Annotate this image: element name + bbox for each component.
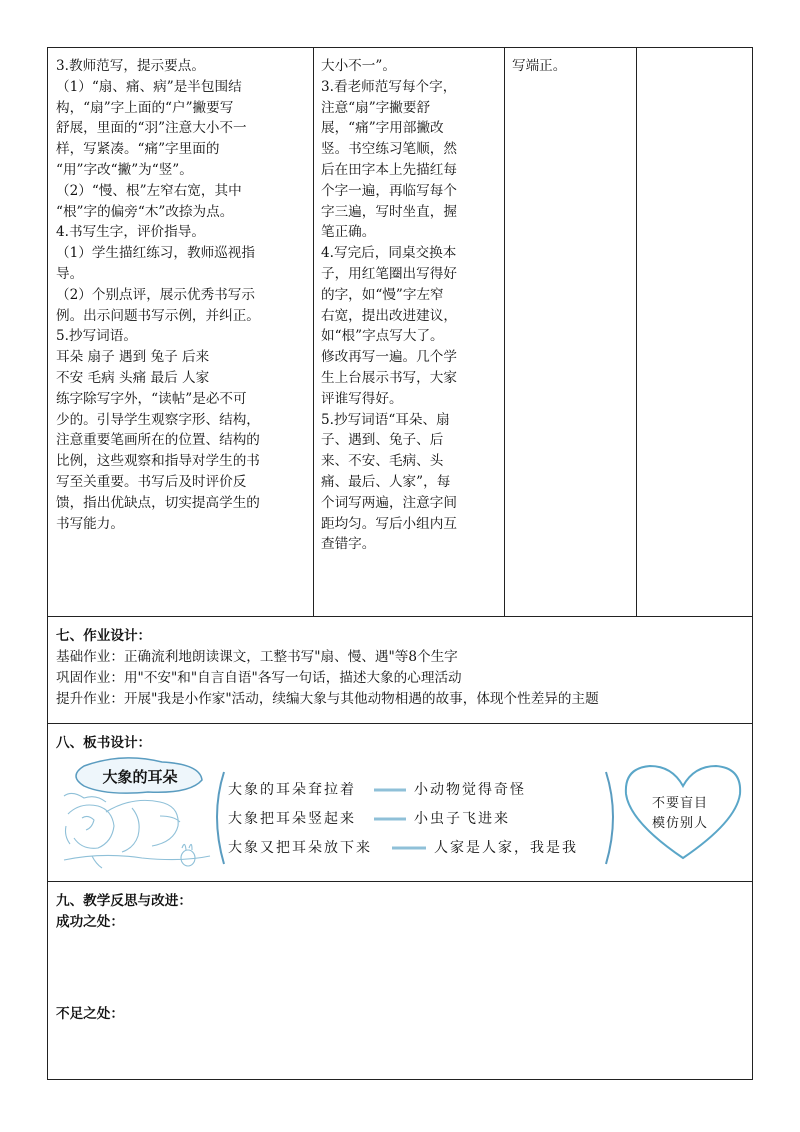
homework-section (56, 626, 599, 710)
heart-text: 不要盲目 (652, 796, 709, 811)
col1-text-line: 少的。引导学生观察字形、结构， (56, 411, 260, 428)
homework-line: 巩固作业：用"不安"和"自言自语"各写一句话，描述大象的心理活动 (56, 670, 462, 686)
row-divider (48, 616, 752, 617)
col2-text-line: 子，用红笔圈出写得好 (321, 265, 457, 282)
col1-text-line: 注意重要笔画所在的位置、结构的 (56, 432, 260, 449)
col2-text-line: 注意“扇”字撇要舒 (321, 99, 431, 116)
row-divider (48, 723, 752, 724)
col1-text-line: 比例，这些观察和指导对学生的书 (56, 453, 260, 470)
board-right-line: 人家是人家，我是我 (434, 840, 578, 856)
col1-text-line: 写至关重要。书写后及时评价反 (56, 473, 247, 490)
column-divider (636, 48, 637, 616)
col2-text-line: 5.抄写词语“耳朵、扇 (321, 411, 450, 428)
col2-text-line: 右宽，提出改进建议， (321, 307, 457, 324)
col2-text-line: 的字，如“慢”字左窄 (321, 286, 444, 303)
col2-text-line: 子、遇到、兔子、后 (321, 432, 444, 449)
col2-text-line: 3.看老师范写每个字， (321, 78, 457, 95)
col1-text-line: 导。 (56, 265, 84, 282)
board-title: 八、板书设计： (56, 735, 152, 751)
col3-text-line: 写端正。 (512, 58, 567, 74)
homework-title: 七、作业设计： (56, 628, 152, 644)
col2-text-line: 展，“痛”字用部撇改 (321, 120, 444, 137)
col1-text-line: （1）学生描红练习，教师巡视指 (56, 245, 255, 262)
col2-text-line: 来、不安、毛病、头 (321, 453, 444, 470)
col2-text-line: 痛、最后、人家”，每 (321, 473, 451, 490)
col1-text-line: （2）“慢、根”左窄右宽，其中 (56, 182, 242, 199)
elephant-illustration (62, 756, 212, 874)
col2-text-line: 4.写完后，同桌交换本 (321, 245, 457, 262)
row-divider (48, 881, 752, 882)
col2-text-line: 查错字。 (321, 536, 376, 553)
col2-text-line: 个词写两遍，注意字间 (321, 494, 457, 511)
col2-text-line: 字三遍，写时坐直，握 (321, 203, 457, 220)
col1-text-line: 舒展，里面的“羽”注意大小不一 (56, 120, 247, 137)
col1-text-line: （2）个别点评，展示优秀书写示 (56, 286, 255, 303)
board-right-line: 小虫子飞进来 (414, 811, 510, 827)
col2-text-line: 如“根”字点写大了。 (321, 328, 444, 345)
col2-text-line: 生上台展示书写，大家 (321, 369, 457, 386)
col1-text-line: 不安 毛病 头痛 最后 人家 (56, 369, 210, 386)
col2-text-line: 笔正确。 (321, 224, 376, 241)
col1-text-line: 例。出示问题书写示例，并纠正。 (56, 307, 260, 324)
board-left-line: 大象又把耳朵放下来 (228, 840, 372, 856)
board-left-line: 大象把耳朵竖起来 (228, 811, 356, 827)
col1-text-line: 馈，指出优缺点，切实提高学生的 (56, 494, 260, 511)
col1-text-line: 练字除写字外，“读帖”是必不可 (56, 390, 247, 407)
col1-text-line: 构，“扇”字上面的“户”撇要写 (56, 99, 234, 116)
heart-text: 模仿别人 (652, 816, 709, 831)
homework-line: 提升作业：开展"我是小作家"活动，续编大象与其他动物相遇的故事，体现个性差异的主题 (56, 691, 599, 707)
lesson-plan-table (47, 47, 753, 1080)
col2-text-line: 距均匀。写后小组内互 (321, 515, 457, 532)
design-intent-column (512, 56, 632, 77)
success-label: 成功之处： (56, 914, 124, 930)
bubble-title: 大象的耳朵 (102, 768, 178, 786)
col2-text-line: 后在田字本上先描红每 (321, 161, 457, 178)
board-right-line: 小动物觉得奇怪 (414, 782, 526, 798)
reflection-title: 九、教学反思与改进： (56, 893, 192, 909)
col1-text-line: 4.书写生字，评价指导。 (56, 224, 205, 241)
col2-text-line: 竖。书空练习笔顺，然 (321, 141, 457, 158)
col1-text-line: （1）“扇、痛、病”是半包围结 (56, 78, 242, 95)
column-divider (313, 48, 314, 616)
col1-text-line: 样，写紧凑。“痛”字里面的 (56, 141, 220, 158)
board-left-line: 大象的耳朵耷拉着 (228, 782, 356, 798)
col1-text-line: 书写能力。 (56, 515, 124, 532)
col1-text-line: “根”字的偏旁“木”改捺为点。 (56, 203, 234, 220)
column-divider (504, 48, 505, 616)
student-activity-column (321, 56, 499, 555)
shortcoming-label: 不足之处： (56, 1006, 124, 1022)
col1-text-line: 5.抄写词语。 (56, 328, 137, 345)
col1-text-line: “用”字改“撇”为“竖”。 (56, 161, 193, 178)
col1-text-line: 3.教师范写，提示要点。 (56, 58, 205, 74)
teacher-activity-column (56, 56, 308, 534)
homework-line: 基础作业：正确流利地朗读课文，工整书写"扇、慢、遇"等8个生字 (56, 649, 458, 665)
col2-text-line: 修改再写一遍。几个学 (321, 349, 457, 366)
col2-text-line: 个字一遍，再临写每个 (321, 182, 457, 199)
col2-text-line: 评谁写得好。 (321, 390, 403, 407)
col1-text-line: 耳朵 扇子 遇到 兔子 后来 (56, 349, 210, 366)
col2-text-line: 大小不一”。 (321, 58, 396, 74)
